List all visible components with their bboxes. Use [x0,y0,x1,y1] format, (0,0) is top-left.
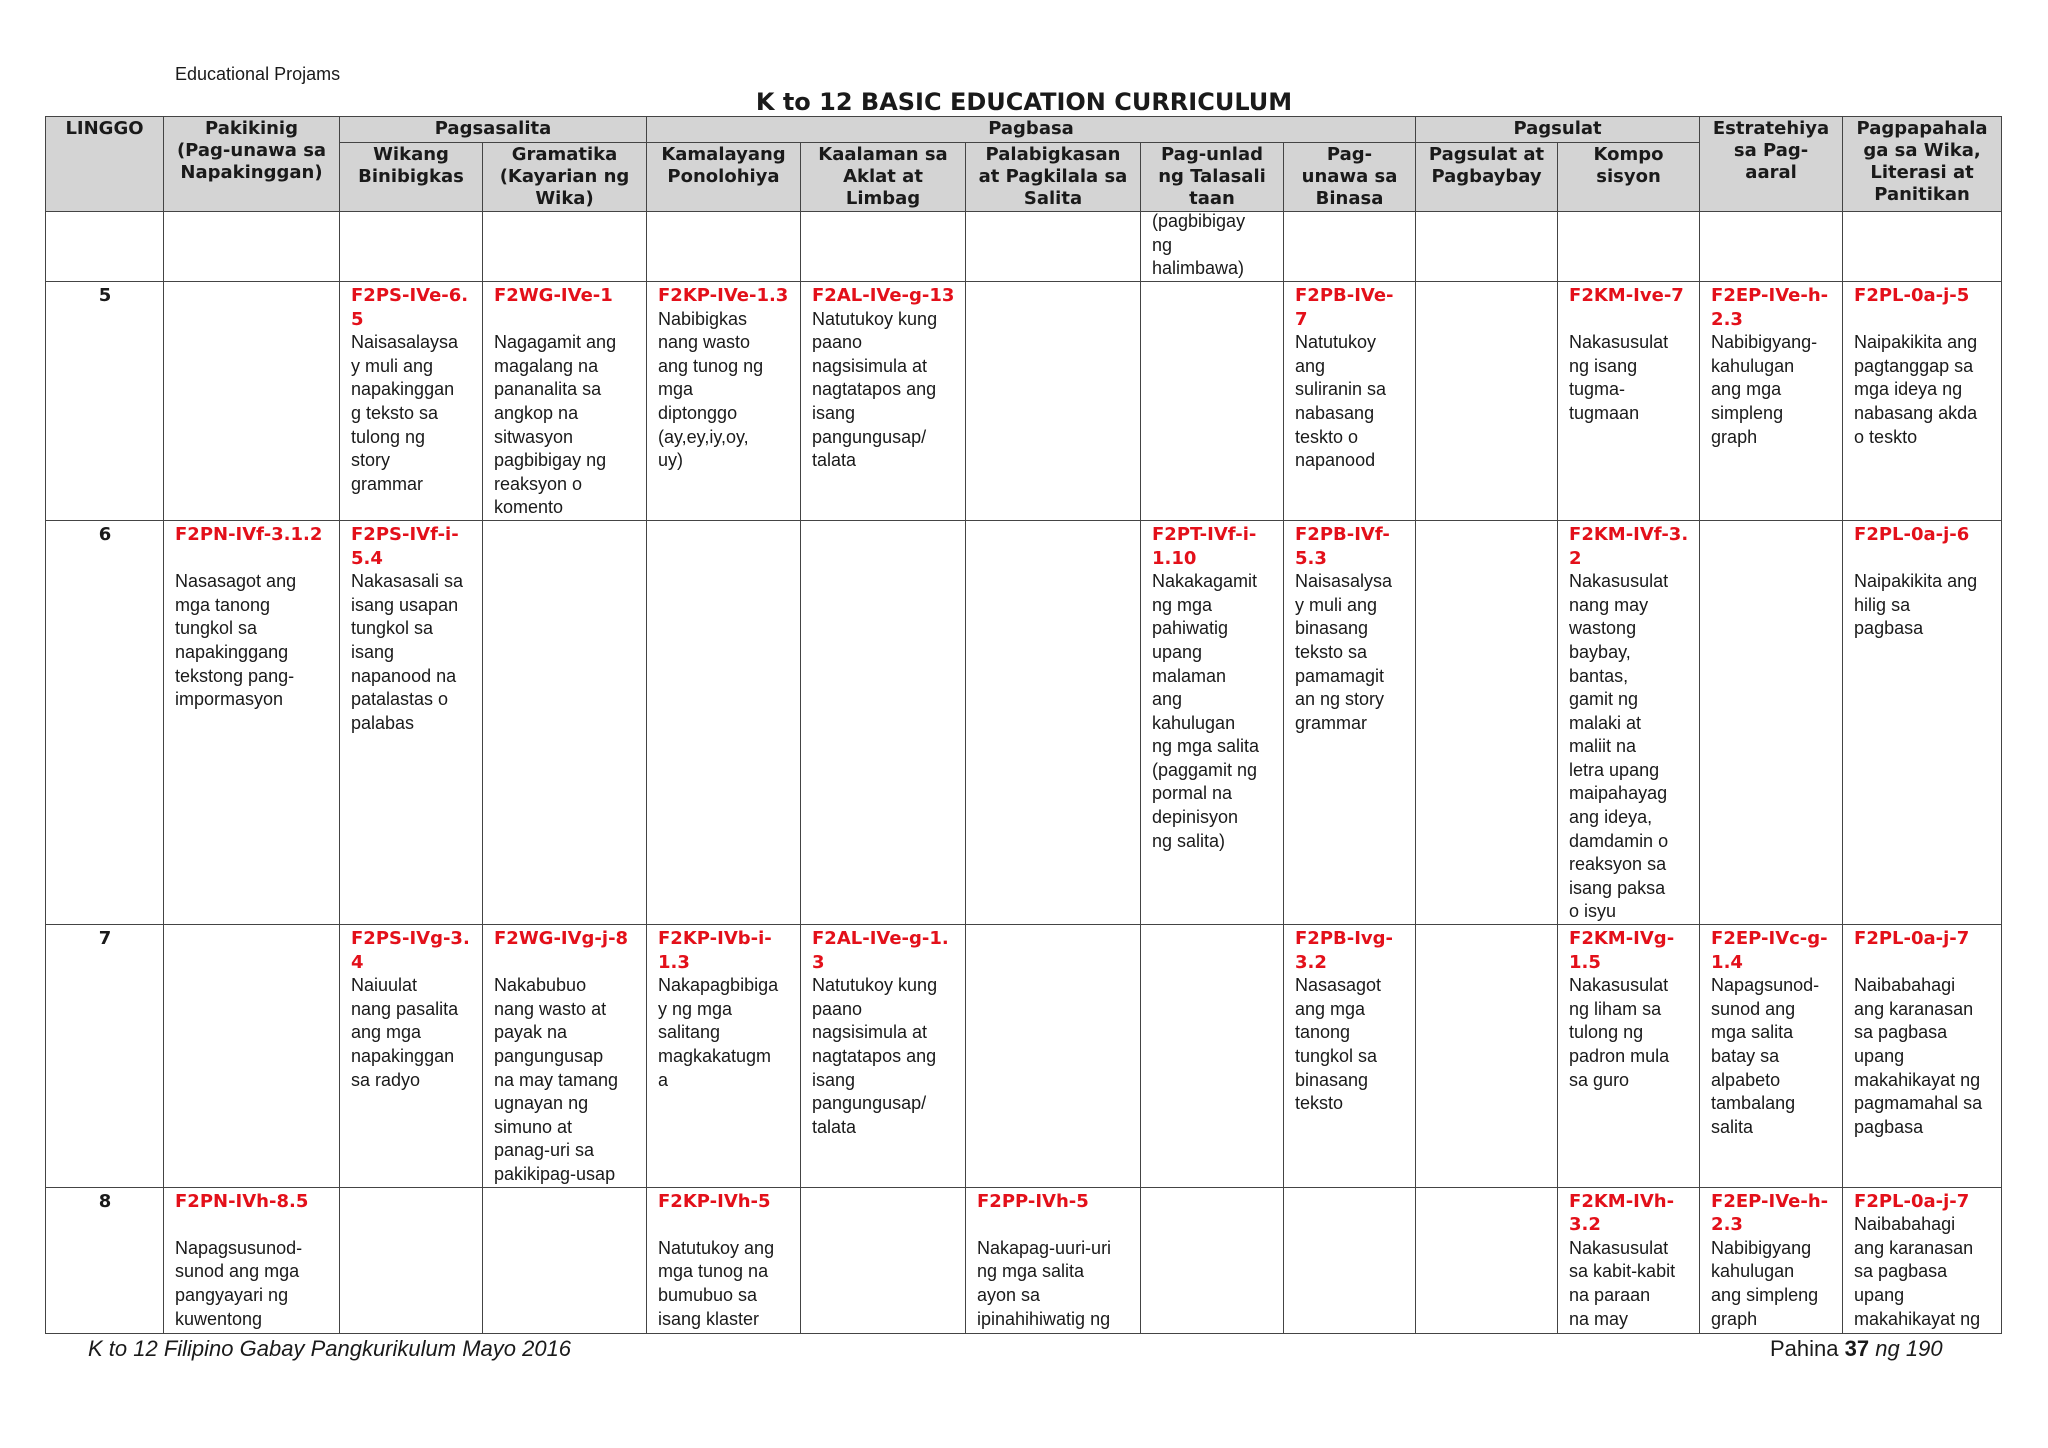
subheader-palabigkasan: Palabigkasan at Pagkilala sa Salita [966,143,1141,212]
competency-code: F2PL-0a-j-7 [1854,1190,1970,1212]
competency-code: F2AL-IVe-g-1.3 [812,928,949,973]
curriculum-table [45,116,2002,1334]
competency-description: Nabibigkas nang wasto ang tunog ng mga diptonggo (ay,ey,iy,oy, uy) [658,308,764,471]
table-cell [1558,282,1700,521]
competency-description: Nakasusulat ng isang tugma- tugmaan [1569,332,1669,423]
competency-description: Nakabubuo nang wasto at payak na pangungusap na may tamang ugnayan ng simuno at panag-uri sa pakikipag-usap [494,975,619,1184]
competency-code: F2KM-IVh-3.2 [1569,1190,1675,1236]
table-cell [801,1187,966,1333]
competency-description: Nabibigyang- kahulugan ang mga simpleng graph [1711,332,1818,447]
table-cell [164,282,340,521]
competency-description: Nakapagbibiga y ng mga salitang magkakatugm a [658,975,779,1090]
table-cell [1558,520,1700,924]
header-pagpapahalaga: Pagpapahala ga sa Wika, Literasi at Panitikan [1843,117,2002,212]
week-number: 6 [46,520,164,924]
table-cell [1141,282,1284,521]
table-row [46,282,2002,521]
competency-description: Nakasusulat ng liham sa tulong ng padron mula sa guro [1569,975,1670,1090]
header-estratehiya: Estratehiya sa Pag- aaral [1700,117,1843,212]
competency-code: F2PT-IVf-i-1.10 [1152,523,1257,569]
table-cell [1284,925,1416,1188]
table-cell [340,212,483,282]
table-cell [164,925,340,1188]
table-cell [1284,520,1416,924]
page-total: 190 [1905,1336,1943,1361]
header-pakikinig: Pakikinig (Pag-unawa sa Napakinggan) [164,117,340,212]
competency-description: Natutukoy kung paano nagsisimula at nagtatapos ang isang pangungusap/ talata [812,308,938,471]
competency-description: Naisasalysa y muli ang binasang teksto sa pamamagit an ng story grammar [1295,571,1393,733]
table-cell [483,520,647,924]
table-cell [966,925,1141,1188]
competency-code: F2PL-0a-j-7 [1854,928,1970,950]
table-cell [1700,1187,1843,1333]
table-cell [1843,520,2002,924]
subheader-wikang-binibigkas: Wikang Binibigkas [340,143,483,212]
table-cell [483,925,647,1188]
table-cell [1141,925,1284,1188]
table-cell [1416,282,1558,521]
table-cell [340,1187,483,1333]
competency-description: Naipakikita ang hilig sa pagbasa [1854,571,1978,639]
page-separator: ng [1875,1336,1900,1361]
competency-description: Naibabahagi ang karanasan sa pagbasa upang makahikayat ng [1854,1214,1981,1329]
table-cell [46,212,164,282]
table-cell [483,282,647,521]
competency-description: Nakakagamit ng mga pahiwatig upang malaman ang kahulugan ng mga salita (paggamit ng pormal na depinisyon ng salita) [1152,571,1260,851]
table-cell [1416,925,1558,1188]
table-cell [647,925,801,1188]
page-number: 37 [1844,1336,1870,1361]
table-cell [1284,212,1416,282]
competency-code: F2KP-IVb-i-1.3 [658,928,772,973]
subheader-kaalaman: Kaalaman sa Aklat at Limbag [801,143,966,212]
table-cell [1141,1187,1284,1333]
competency-description: Nasasagot ang mga tanong tungkol sa binasang teksto [1295,975,1382,1114]
table-cell [1416,1187,1558,1333]
competency-code: F2PB-IVf-5.3 [1295,523,1390,569]
table-cell [483,212,647,282]
table-cell [1558,925,1700,1188]
competency-description: Nakasusulat nang may wastong baybay, bantas, gamit ng malaki at maliit na letra upang maipahayag ang ideya, damdamin o reaksyon sa isang paksa o isyu [1569,571,1669,922]
competency-code: F2PB-Ivg-3.2 [1295,928,1393,973]
competency-code: F2PN-IVf-3.1.2 [175,523,323,545]
competency-description: Nakapag-uuri-uri ng mga salita ayon sa ipinahihiwatig ng [977,1237,1112,1329]
competency-code: F2AL-IVe-g-13 [812,285,955,306]
week-number: 8 [46,1187,164,1333]
table-cell [966,212,1141,282]
competency-code: F2PP-IVh-5 [977,1190,1089,1212]
table-cell [801,925,966,1188]
table-cell [1843,925,2002,1188]
competency-code: F2EP-IVc-g-1.4 [1711,928,1828,973]
competency-code: F2PN-IVh-8.5 [175,1190,309,1212]
competency-code: F2PS-IVe-6.5 [351,285,469,330]
table-row [46,925,2002,1188]
competency-description: Napagsunod- sunod ang mga salita batay sa alpabeto tambalang salita [1711,975,1820,1137]
table-cell [647,282,801,521]
header-pagsasalita: Pagsasalita [340,117,647,143]
competency-description: Naibabahagi ang karanasan sa pagbasa upang makahikayat ng pagmamahal sa pagbasa [1854,975,1983,1137]
week-number: 5 [46,282,164,521]
subheader-pag-unawa: Pag- unawa sa Binasa [1284,143,1416,212]
table-cell [1843,1187,2002,1333]
footer-page-number [1770,1336,1943,1362]
competency-code: F2KP-IVe-1.3 [658,285,789,306]
competency-description: Nasasagot ang mga tanong tungkol sa napakinggang tekstong pang- impormasyon [175,571,297,710]
table-cell [647,520,801,924]
competency-description: Naiuulat nang pasalita ang mga napakinggan sa radyo [351,975,459,1090]
subheader-pagsulat-at-pagbaybay: Pagsulat at Pagbaybay [1416,143,1558,212]
competency-code: F2EP-IVe-h-2.3 [1711,285,1829,330]
competency-code: F2WG-IVe-1 [494,285,613,306]
table-cell [1843,212,2002,282]
table-cell [164,520,340,924]
competency-description: Nakasasali sa isang usapan tungkol sa isang napanood na patalastas o palabas [351,571,464,733]
competency-code: F2PL-0a-j-6 [1854,523,1970,545]
competency-description: Nakasusulat sa kabit-kabit na paraan na may [1569,1237,1676,1329]
competency-code: F2PS-IVg-3.4 [351,928,470,973]
table-cell [1700,212,1843,282]
table-cell [801,282,966,521]
table-cell [1141,520,1284,924]
subheader-komposisyon: Kompo sisyon [1558,143,1700,212]
competency-code: F2KM-IVg-1.5 [1569,928,1675,973]
subheader-gramatika: Gramatika (Kayarian ng Wika) [483,143,647,212]
competency-description: Nagagamit ang magalang na pananalita sa angkop na sitwasyon pagbibigay ng reaksyon o komento [494,332,617,518]
competency-description: Natutukoy ang suliranin sa nabasang teskto o napanood [1295,332,1387,471]
table-cell [966,282,1141,521]
document-title: K to 12 BASIC EDUCATION CURRICULUM [755,88,1293,116]
footer-document-name: K to 12 Filipino Gabay Pangkurikulum Mayo 2016 [88,1336,572,1361]
table-cell [1558,1187,1700,1333]
table-cell [164,1187,340,1333]
header-linggo: LINGGO [46,117,164,212]
table-cell [1416,520,1558,924]
table-row [46,1187,2002,1333]
continuation-text: (pagbibigay ng halimbawa) [1152,211,1246,279]
table-cell [801,212,966,282]
competency-description: Natutukoy ang mga tunog na bumubuo sa isang klaster [658,1237,775,1329]
competency-code: F2PB-IVe-7 [1295,285,1394,330]
subheader-kamalayang-ponolohiya: Kamalayang Ponolohiya [647,143,801,212]
competency-description: Natutukoy kung paano nagsisimula at nagtatapos ang isang pangungusap/ talata [812,975,938,1137]
week-number: 7 [46,925,164,1188]
table-cell [340,282,483,521]
table-cell [164,212,340,282]
table-cell [966,1187,1141,1333]
competency-code: F2WG-IVg-j-8 [494,928,629,950]
continuation-row [46,212,2002,282]
competency-code: F2PL-0a-j-5 [1854,285,1970,306]
table-cell [647,212,801,282]
table-cell [1700,520,1843,924]
competency-code: F2KM-IVf-3.2 [1569,523,1689,569]
site-label: Educational Projams [175,64,341,84]
table-cell [340,925,483,1188]
table-cell [1843,282,2002,521]
table-cell [1416,212,1558,282]
competency-description: Naipakikita ang pagtanggap sa mga ideya ng nabasang akda o teskto [1854,332,1978,447]
competency-description: Nabibigyang kahulugan ang simpleng graph [1711,1237,1819,1329]
subheader-pag-unlad: Pag-unlad ng Talasali taan [1141,143,1284,212]
competency-code: F2PS-IVf-i-5.4 [351,523,459,569]
table-cell [483,1187,647,1333]
table-cell [1141,212,1284,282]
competency-description: Napagsusunod- sunod ang mga pangyayari ng kuwentong [175,1237,303,1329]
table-cell [1558,212,1700,282]
table-row [46,520,2002,924]
page-prefix: Pahina [1770,1336,1839,1361]
competency-code: F2KM-Ive-7 [1569,285,1684,306]
header-pagbasa: Pagbasa [647,117,1416,143]
table-cell [1284,282,1416,521]
competency-code: F2KP-IVh-5 [658,1190,771,1212]
table-cell [647,1187,801,1333]
table-cell [966,520,1141,924]
table-cell [1700,925,1843,1188]
table-cell [801,520,966,924]
competency-description: Naisasalaysa y muli ang napakinggan g teksto sa tulong ng story grammar [351,332,459,494]
table-cell [1700,282,1843,521]
table-cell [340,520,483,924]
table-cell [1284,1187,1416,1333]
header-pagsulat: Pagsulat [1416,117,1700,143]
competency-code: F2EP-IVe-h-2.3 [1711,1190,1829,1236]
